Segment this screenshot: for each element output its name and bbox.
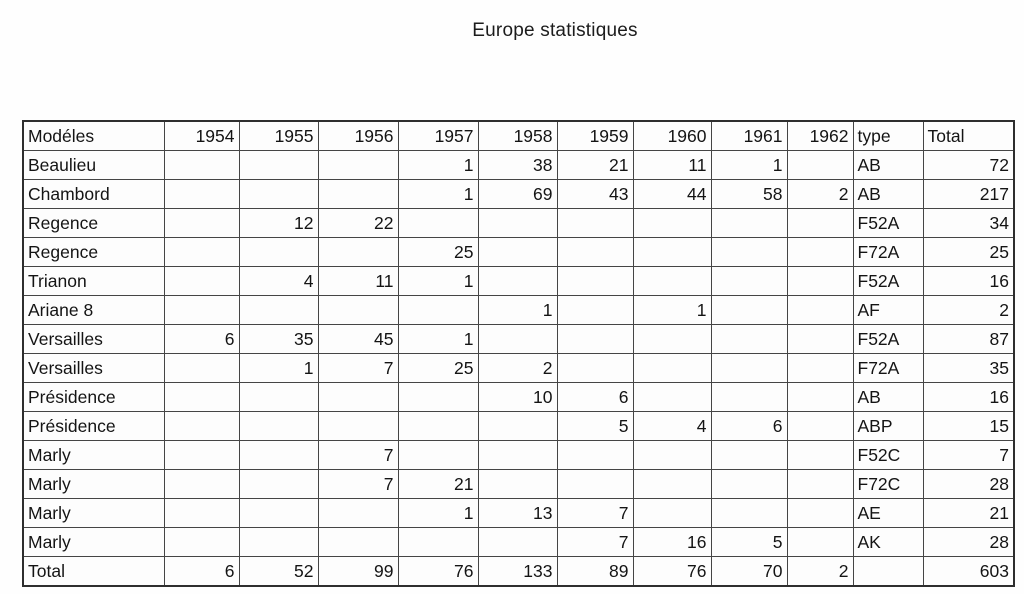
year-cell: 7 [557, 499, 633, 528]
model-cell: Présidence [23, 412, 164, 441]
year-cell: 21 [398, 470, 478, 499]
total-cell: 21 [923, 499, 1014, 528]
total-cell: 15 [923, 412, 1014, 441]
model-cell: Total [23, 557, 164, 587]
table-row [23, 470, 1014, 499]
year-cell: 89 [557, 557, 633, 587]
total-cell: 28 [923, 528, 1014, 557]
year-cell [239, 151, 318, 180]
year-cell [478, 441, 557, 470]
year-cell [711, 470, 787, 499]
total-cell: 603 [923, 557, 1014, 587]
type-cell: AB [853, 180, 923, 209]
year-cell: 6 [557, 383, 633, 412]
year-cell [787, 325, 853, 354]
year-cell [787, 151, 853, 180]
type-cell: ABP [853, 412, 923, 441]
year-cell [239, 180, 318, 209]
model-cell: Regence [23, 238, 164, 267]
year-cell [633, 267, 711, 296]
year-cell [164, 470, 239, 499]
year-cell: 2 [478, 354, 557, 383]
column-header-type: type [853, 121, 923, 151]
year-cell: 44 [633, 180, 711, 209]
year-cell: 6 [711, 412, 787, 441]
total-cell: 35 [923, 354, 1014, 383]
year-cell: 6 [164, 557, 239, 587]
table-row [23, 180, 1014, 209]
year-cell: 2 [787, 180, 853, 209]
type-cell: AK [853, 528, 923, 557]
year-cell: 99 [318, 557, 398, 587]
column-header-1959: 1959 [557, 121, 633, 151]
year-cell: 43 [557, 180, 633, 209]
year-cell [787, 383, 853, 412]
year-cell [164, 354, 239, 383]
total-cell: 25 [923, 238, 1014, 267]
model-cell: Beaulieu [23, 151, 164, 180]
column-header-models: Modéles [23, 121, 164, 151]
year-cell [398, 383, 478, 412]
year-cell: 25 [398, 238, 478, 267]
total-cell: 7 [923, 441, 1014, 470]
year-cell: 1 [711, 151, 787, 180]
year-cell [787, 209, 853, 238]
total-cell: 16 [923, 383, 1014, 412]
year-cell [787, 267, 853, 296]
type-cell: F72A [853, 354, 923, 383]
year-cell [398, 441, 478, 470]
year-cell [318, 412, 398, 441]
year-cell [478, 528, 557, 557]
year-cell [557, 209, 633, 238]
type-cell: F52A [853, 209, 923, 238]
year-cell: 11 [633, 151, 711, 180]
statistics-table [22, 120, 1015, 587]
table-row [23, 441, 1014, 470]
column-header-1956: 1956 [318, 121, 398, 151]
type-cell [853, 557, 923, 587]
year-cell [557, 267, 633, 296]
year-cell: 133 [478, 557, 557, 587]
year-cell [398, 209, 478, 238]
year-cell [239, 528, 318, 557]
year-cell [478, 325, 557, 354]
year-cell [633, 325, 711, 354]
year-cell [164, 412, 239, 441]
table-row [23, 151, 1014, 180]
year-cell [164, 151, 239, 180]
type-cell: AF [853, 296, 923, 325]
year-cell: 1 [633, 296, 711, 325]
year-cell: 7 [318, 441, 398, 470]
year-cell [164, 209, 239, 238]
year-cell: 35 [239, 325, 318, 354]
year-cell [398, 296, 478, 325]
model-cell: Versailles [23, 354, 164, 383]
table-row [23, 412, 1014, 441]
year-cell: 52 [239, 557, 318, 587]
year-cell [239, 499, 318, 528]
column-header-1955: 1955 [239, 121, 318, 151]
year-cell [164, 528, 239, 557]
model-cell: Regence [23, 209, 164, 238]
total-cell: 72 [923, 151, 1014, 180]
year-cell: 25 [398, 354, 478, 383]
year-cell: 1 [398, 499, 478, 528]
year-cell [711, 354, 787, 383]
year-cell [557, 296, 633, 325]
year-cell: 7 [318, 470, 398, 499]
column-header-1962: 1962 [787, 121, 853, 151]
year-cell [633, 499, 711, 528]
year-cell [478, 470, 557, 499]
year-cell [239, 296, 318, 325]
year-cell [239, 383, 318, 412]
year-cell [318, 151, 398, 180]
table-row [23, 557, 1014, 587]
year-cell [633, 209, 711, 238]
column-header-1961: 1961 [711, 121, 787, 151]
year-cell [787, 238, 853, 267]
table-row [23, 296, 1014, 325]
column-header-1957: 1957 [398, 121, 478, 151]
year-cell [478, 238, 557, 267]
year-cell [164, 499, 239, 528]
year-cell: 69 [478, 180, 557, 209]
header-row [23, 121, 1014, 151]
table-row [23, 267, 1014, 296]
year-cell: 10 [478, 383, 557, 412]
year-cell [711, 267, 787, 296]
year-cell [633, 383, 711, 412]
table-row [23, 354, 1014, 383]
type-cell: F52C [853, 441, 923, 470]
year-cell [318, 180, 398, 209]
column-header-1954: 1954 [164, 121, 239, 151]
column-header-1960: 1960 [633, 121, 711, 151]
year-cell [164, 267, 239, 296]
year-cell: 5 [711, 528, 787, 557]
year-cell: 1 [398, 151, 478, 180]
year-cell: 21 [557, 151, 633, 180]
year-cell [478, 267, 557, 296]
year-cell [239, 441, 318, 470]
column-header-1958: 1958 [478, 121, 557, 151]
table-row [23, 209, 1014, 238]
model-cell: Présidence [23, 383, 164, 412]
year-cell: 38 [478, 151, 557, 180]
type-cell: AE [853, 499, 923, 528]
year-cell: 4 [633, 412, 711, 441]
year-cell [711, 441, 787, 470]
model-cell: Versailles [23, 325, 164, 354]
year-cell [787, 412, 853, 441]
type-cell: AB [853, 383, 923, 412]
year-cell [398, 528, 478, 557]
total-cell: 217 [923, 180, 1014, 209]
year-cell [164, 296, 239, 325]
year-cell [711, 238, 787, 267]
year-cell [787, 441, 853, 470]
year-cell [711, 296, 787, 325]
type-cell: F52A [853, 325, 923, 354]
column-header-total: Total [923, 121, 1014, 151]
year-cell [398, 412, 478, 441]
model-cell: Ariane 8 [23, 296, 164, 325]
type-cell: F72C [853, 470, 923, 499]
total-cell: 87 [923, 325, 1014, 354]
table-row [23, 528, 1014, 557]
total-cell: 34 [923, 209, 1014, 238]
year-cell [787, 296, 853, 325]
year-cell [318, 296, 398, 325]
year-cell [557, 238, 633, 267]
model-cell: Chambord [23, 180, 164, 209]
year-cell [318, 383, 398, 412]
year-cell [239, 412, 318, 441]
year-cell: 11 [318, 267, 398, 296]
year-cell: 6 [164, 325, 239, 354]
year-cell [711, 499, 787, 528]
year-cell [711, 325, 787, 354]
year-cell [164, 441, 239, 470]
total-cell: 28 [923, 470, 1014, 499]
year-cell: 16 [633, 528, 711, 557]
table-row [23, 383, 1014, 412]
year-cell: 1 [398, 325, 478, 354]
year-cell [318, 528, 398, 557]
model-cell: Marly [23, 499, 164, 528]
year-cell [239, 470, 318, 499]
year-cell [164, 180, 239, 209]
year-cell: 5 [557, 412, 633, 441]
year-cell [633, 470, 711, 499]
table-row [23, 238, 1014, 267]
total-cell: 2 [923, 296, 1014, 325]
year-cell [164, 383, 239, 412]
type-cell: F72A [853, 238, 923, 267]
year-cell [557, 325, 633, 354]
year-cell [633, 441, 711, 470]
year-cell [318, 238, 398, 267]
year-cell: 76 [398, 557, 478, 587]
type-cell: AB [853, 151, 923, 180]
year-cell [787, 354, 853, 383]
year-cell [164, 238, 239, 267]
year-cell: 12 [239, 209, 318, 238]
year-cell: 76 [633, 557, 711, 587]
year-cell [557, 354, 633, 383]
year-cell [239, 238, 318, 267]
year-cell [633, 238, 711, 267]
year-cell [557, 470, 633, 499]
year-cell: 70 [711, 557, 787, 587]
year-cell: 1 [398, 267, 478, 296]
year-cell: 7 [318, 354, 398, 383]
page-title: Europe statistiques [472, 20, 638, 41]
year-cell [478, 412, 557, 441]
year-cell: 13 [478, 499, 557, 528]
model-cell: Marly [23, 441, 164, 470]
type-cell: F52A [853, 267, 923, 296]
year-cell [787, 470, 853, 499]
year-cell [711, 383, 787, 412]
year-cell [711, 209, 787, 238]
year-cell: 2 [787, 557, 853, 587]
model-cell: Marly [23, 528, 164, 557]
year-cell: 22 [318, 209, 398, 238]
year-cell: 7 [557, 528, 633, 557]
table-row [23, 325, 1014, 354]
year-cell: 1 [478, 296, 557, 325]
year-cell: 58 [711, 180, 787, 209]
year-cell [787, 528, 853, 557]
year-cell: 45 [318, 325, 398, 354]
year-cell: 4 [239, 267, 318, 296]
year-cell [318, 499, 398, 528]
year-cell [557, 441, 633, 470]
model-cell: Marly [23, 470, 164, 499]
year-cell [633, 354, 711, 383]
model-cell: Trianon [23, 267, 164, 296]
year-cell [478, 209, 557, 238]
table-row [23, 499, 1014, 528]
total-cell: 16 [923, 267, 1014, 296]
year-cell [787, 499, 853, 528]
year-cell: 1 [398, 180, 478, 209]
year-cell: 1 [239, 354, 318, 383]
